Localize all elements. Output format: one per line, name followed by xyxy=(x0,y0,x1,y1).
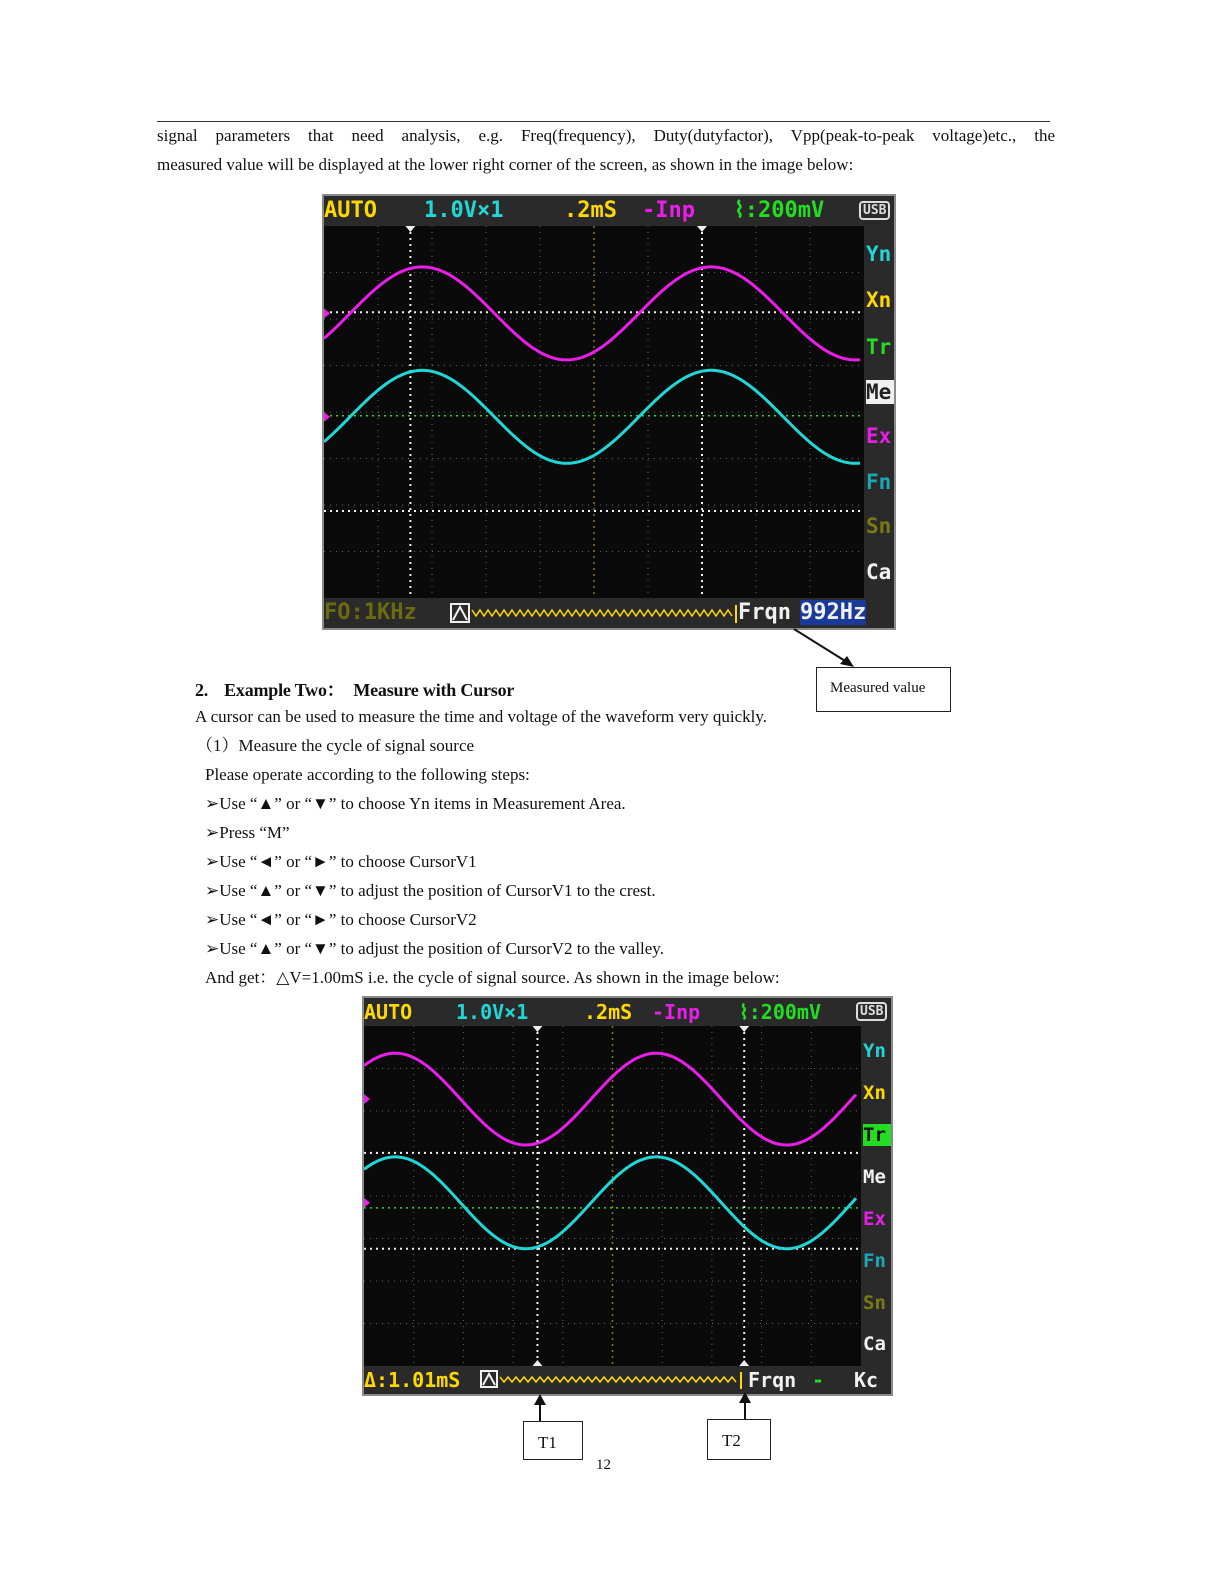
bullet-line: ➢Press “M” xyxy=(205,823,290,842)
text-line: And get：△V=1.00mS i.e. the cycle of signal source. As shown in the image below: xyxy=(205,968,780,987)
page-number: 12 xyxy=(596,1457,611,1473)
cursor-marker-icon xyxy=(739,1026,749,1032)
intro-line-2: measured value will be displayed at the lower right corner of the screen, as shown in the image below: xyxy=(157,155,854,174)
scope2-top-bar xyxy=(364,998,891,1026)
menu-xn: Xn xyxy=(863,1082,886,1104)
scope2-trigger-level: ⌇:200mV xyxy=(739,1000,822,1024)
channel-marker-icon xyxy=(324,308,330,318)
channel-b-waveform xyxy=(364,1157,856,1249)
channel-b-waveform xyxy=(324,370,860,463)
scope1-volt: 1.0V×1 xyxy=(424,198,504,223)
scope2-trigger-mode: -Inp xyxy=(652,1000,701,1024)
oscilloscope-screen-2 xyxy=(362,996,893,1396)
menu-fn: Fn xyxy=(866,470,892,494)
scope2-side-menu xyxy=(861,1026,891,1366)
scope2-timebase: .2mS xyxy=(584,1000,633,1024)
menu-ex: Ex xyxy=(866,424,892,448)
bullet-line: ➢Use “▲” or “▼” to adjust the position of CursorV2 to the valley. xyxy=(205,939,664,958)
waveform-type-icon xyxy=(450,603,740,625)
scope2-bottom-bar xyxy=(364,1366,891,1394)
menu-me-selected: Me xyxy=(866,380,894,404)
menu-yn: Yn xyxy=(866,242,892,266)
channel-marker-icon xyxy=(324,412,330,422)
menu-ca: Ca xyxy=(866,560,892,584)
menu-sn: Sn xyxy=(863,1292,886,1314)
bullet-line: ➢Use “◄” or “►” to choose CursorV1 xyxy=(205,852,477,871)
scope1-trigger-level: ⌇:200mV xyxy=(734,198,825,223)
channel-a-waveform xyxy=(364,1053,856,1145)
section-number: 2. xyxy=(195,680,209,700)
channel-a-waveform xyxy=(324,267,860,360)
scope1-waveform-area xyxy=(324,226,864,598)
bullet-line: ➢Use “▲” or “▼” to choose Yn items in Measurement Area. xyxy=(205,794,626,813)
section-title: Example Two： Measure with Cursor xyxy=(224,680,515,700)
scope2-waveform-area xyxy=(364,1026,861,1366)
callout-arrow-t2 xyxy=(735,1392,755,1422)
callout-arrow-t1 xyxy=(530,1394,550,1424)
scope2-delta-time: Δ:1.01mS xyxy=(364,1368,461,1392)
cursor-marker-icon xyxy=(532,1026,542,1032)
menu-fn: Fn xyxy=(863,1250,886,1272)
scope1-measure-label: Frqn xyxy=(738,600,791,625)
callout-t2: T2 xyxy=(707,1419,771,1460)
text-line: A cursor can be used to measure the time and voltage of the waveform very quickly. xyxy=(195,707,767,726)
cursor-marker-icon xyxy=(697,226,707,232)
trigger-position-strip xyxy=(500,1377,736,1382)
menu-ca: Ca xyxy=(863,1333,886,1355)
usb-icon: USB xyxy=(859,201,890,220)
menu-yn: Yn xyxy=(863,1040,886,1062)
scope1-trigger-mode: -Inp xyxy=(642,198,695,223)
intro-line-1: signal parameters that need analysis, e.g. Freq(frequency), Duty(dutyfactor), Vpp(peak-to-peak voltage)etc., the xyxy=(157,126,1055,145)
text-line: Please operate according to the following steps: xyxy=(205,765,530,784)
scope2-measure-dash: - xyxy=(812,1368,825,1392)
scope1-mode: AUTO xyxy=(324,198,377,223)
scope1-measured-value: 992Hz xyxy=(800,600,867,625)
menu-ex: Ex xyxy=(863,1208,886,1230)
text-line: （1）Measure the cycle of signal source xyxy=(196,736,475,755)
menu-tr: Tr xyxy=(866,335,892,359)
scope2-volt: 1.0V×1 xyxy=(456,1000,529,1024)
channel-marker-icon xyxy=(364,1198,370,1208)
scope1-timebase: .2mS xyxy=(564,198,617,223)
menu-xn: Xn xyxy=(866,288,892,312)
scope2-measure-label: Frqn xyxy=(748,1368,797,1392)
waveform-type-icon xyxy=(480,1370,745,1392)
scope1-top-bar xyxy=(324,196,894,226)
bullet-line: ➢Use “◄” or “►” to choose CursorV2 xyxy=(205,910,477,929)
bullet-line: ➢Use “▲” or “▼” to adjust the position of CursorV1 to the crest. xyxy=(205,881,656,900)
trigger-position-strip xyxy=(472,610,732,616)
cursor-marker-icon xyxy=(405,226,415,232)
scope2-mode: AUTO xyxy=(364,1000,413,1024)
usb-icon: USB xyxy=(856,1002,887,1021)
scope1-source-freq: FO:1KHz xyxy=(324,600,417,625)
callout-measured-value: Measured value xyxy=(816,667,951,712)
menu-me: Me xyxy=(863,1166,886,1188)
callout-t1: T1 xyxy=(523,1421,583,1460)
channel-marker-icon xyxy=(364,1094,370,1104)
oscilloscope-screen-1 xyxy=(322,194,896,630)
menu-tr-selected: Tr xyxy=(863,1124,891,1146)
menu-sn: Sn xyxy=(866,514,892,538)
scope1-bottom-bar xyxy=(324,598,894,628)
scope1-side-menu xyxy=(864,226,894,598)
section-heading xyxy=(195,676,514,702)
callout-arrow-measured xyxy=(790,626,860,671)
scope2-measured-value: Kc xyxy=(854,1368,879,1392)
